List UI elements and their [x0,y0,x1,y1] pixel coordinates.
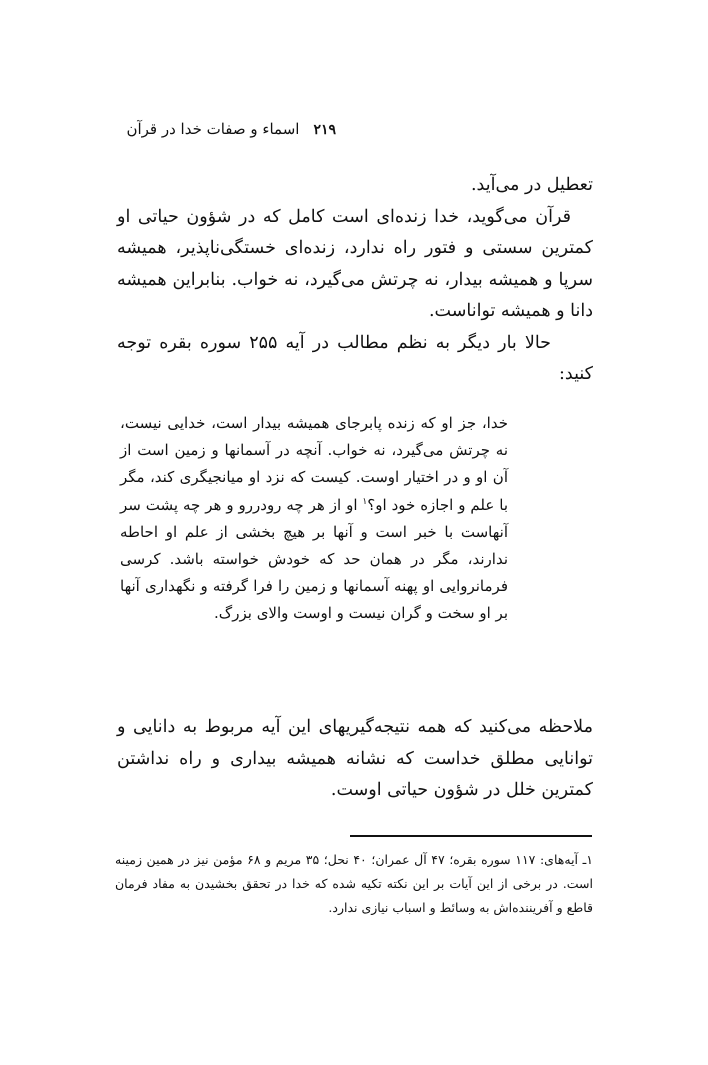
main-text [117,170,593,391]
footnote-text: ۱ـ آیه‌های: ۱۱۷ سوره بقره؛ ۴۷ آل عمران؛ ۴۰ نحل؛ ۳۵ مریم و ۶۸ مؤمن نیز در همین زمینه است. در برخی از این آیات بر این نکته تکیه شده که خدا در تحقق بخشیدن به مفاد فرمان قاطع و آفریننده‌اش به وسائط و اسباب نیازی ندارد. [115,852,593,915]
paragraph: حالا بار دیگر به نظم مطالب در آیه ۲۵۵ سوره بقره توجه کنید: [117,332,593,384]
paragraph: تعطیل در می‌آید. [470,175,593,195]
page-number: ۲۱۹ [313,122,336,138]
footnote-reference: ۱ [362,496,368,507]
conclusion-text [117,712,593,807]
paragraph: ملاحظه می‌کنید که همه نتیجه‌گیریهای این آیه مربوط به دانایی و توانایی مطلق خداست که نشانه همیشه بیداری و راه نداشتن کمترین خلل در شؤون حیاتی اوست. [117,717,593,800]
quotation-text: خدا، جز او که زنده پابرجای همیشه بیدار است، خدایی نیست، نه چرتش می‌گیرد، نه خواب. آنچه در آسمانها و زمین است از آن او و در اختیار اوست. کیست که نزد او میانجیگری کند، مگر با علم و اجازه خود او؟ [120,414,508,514]
paragraph: قرآن می‌گوید، خدا زنده‌ای است کامل که در شؤون حیاتی او کمترین سستی و فتور راه ندارد، زنده‌ای خستگی‌ناپذیر، همیشه سرپا و همیشه بیدار، نه چرتش می‌گیرد، نه خواب. بنابراین همیشه دانا و همیشه تواناست. [117,206,593,321]
running-title: اسماء و صفات خدا در قرآن [126,120,300,138]
footnote-separator [350,835,592,837]
verse-quotation [120,410,508,628]
quotation-text: او از هر چه رودررو و هر چه پشت سر آنهاست با خبر است و آنها بر هیچ بخشی از علم او احاطه ندارند، مگر در همان حد که خودش خواسته باشد. کرسی فرمانروایی او پهنه آسمانها و زمین را فرا گرفته و نگهداری آنها بر او سخت و گران نیست و اوست والای بزرگ. [120,495,508,623]
footnote [115,848,593,920]
running-head [126,120,336,138]
